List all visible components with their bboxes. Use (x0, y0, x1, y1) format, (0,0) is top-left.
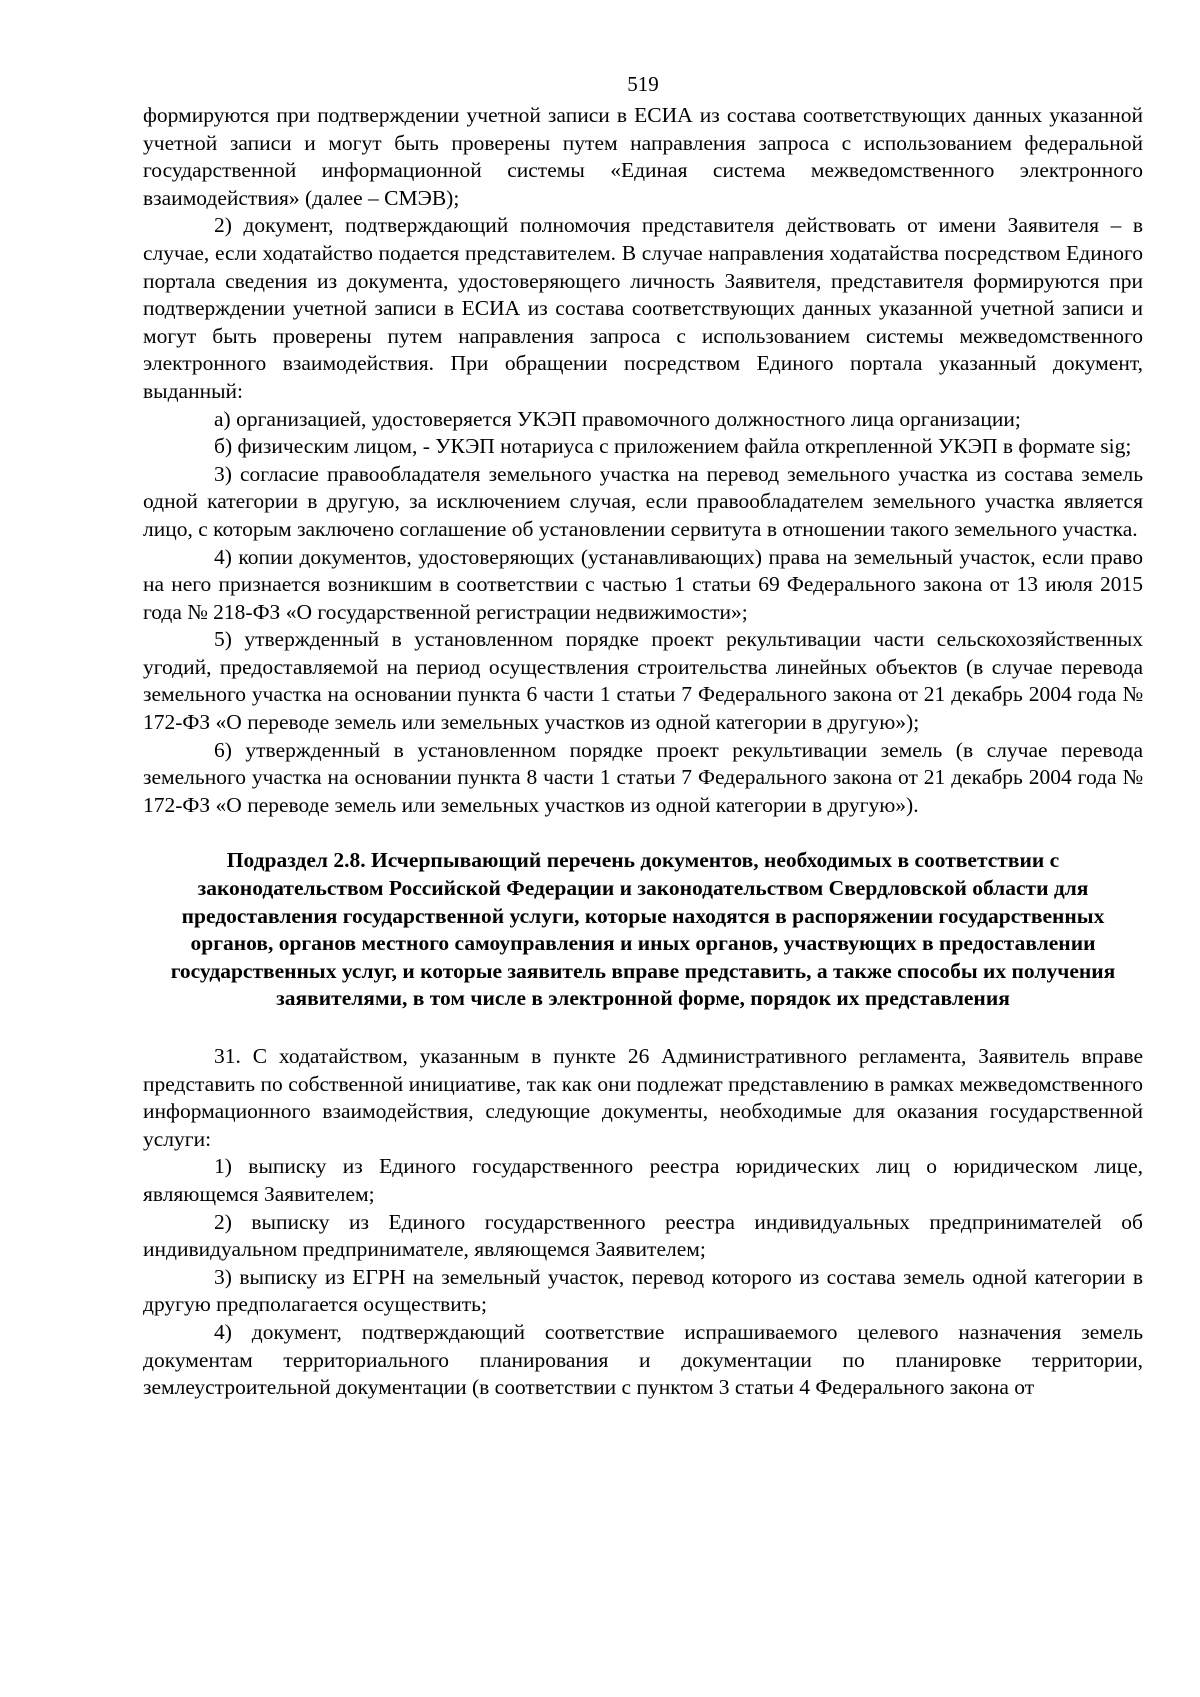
paragraph: 2) выписку из Единого государственного реестра индивидуальных предпринимателей об индивидуальном предпринимателе, являющемся Заявителем; (143, 1209, 1143, 1262)
paragraph: 3) согласие правообладателя земельного участка на перевод земельного участка из состава земель одной категории в другую, за исключением случая, если правообладателем земельного участка является лицо, с которым заключено соглашение об установлении сервитута в отношении такого земельного участка. (143, 461, 1143, 541)
paragraph: 6) утвержденный в установленном порядке проект рекультивации земель (в случае перевода земельного участка на основании пункта 8 части 1 статьи 7 Федерального закона от 21 декабрь 2004 года № 172-ФЗ «О переводе земель или земельных участков из одной категории в другую»). (143, 737, 1143, 817)
paragraph: 5) утвержденный в установленном порядке проект рекультивации части сельскохозяйственных угодий, предоставляемой на период осуществления строительства линейных объектов (в случае перевода земельного участка на основании пункта 6 части 1 статьи 7 Федерального закона от 21 декабрь 2004 года № 172-ФЗ «О переводе земель или земельных участков из одной категории в другую»); (143, 627, 1143, 735)
paragraph: 1) выписку из Единого государственного реестра юридических лиц о юридическом лице, являющемся Заявителем; (143, 1154, 1143, 1206)
paragraph: формируются при подтверждении учетной записи в ЕСИА из состава соответствующих данных указанной учетной записи и могут быть проверены путем направления запроса с использованием федеральной государственной информационной системы «Единая система межведомственного электронного взаимодействия» (далее – СМЭВ); (143, 103, 1143, 210)
paragraph: 2) документ, подтверждающий полномочия представителя действовать от имени Заявителя – в случае, если ходатайство подается представителем. В случае направления ходатайства посредством Единого портала сведения из документа, удостоверяющего личность Заявителя, представителя формируются при подтверждении учетной записи в ЕСИА из состава соответствующих данных указанной учетной записи и могут быть проверены путем направления запроса с использованием системы межведомственного электронного взаимодействия. При обращении посредством Единого портала указанный документ, выданный: (143, 213, 1143, 403)
paragraph: 4) копии документов, удостоверяющих (устанавливающих) права на земельный участок, если право на него признается возникшим в соответствии с частью 1 статьи 69 Федерального закона от 13 июля 2015 года № 218-ФЗ «О государственной регистрации недвижимости»; (143, 544, 1143, 624)
section-before-heading (143, 102, 1143, 819)
paragraph: 31. С ходатайством, указанным в пункте 26 Административного регламента, Заявитель вправе представить по собственной инициативе, так как они подлежат представлению в рамках межведомственного информационного взаимодействия, следующие документы, необходимые для оказания государственной услуги: (143, 1044, 1143, 1151)
section-after-heading (143, 1043, 1143, 1402)
paragraph: а) организацией, удостоверяется УКЭП правомочного должностного лица организации; (214, 406, 1021, 431)
document-page (143, 70, 1143, 1402)
paragraph: б) физическим лицом, - УКЭП нотариуса с приложением файла открепленной УКЭП в формате sig; (214, 434, 1132, 459)
paragraph: 3) выписку из ЕГРН на земельный участок, перевод которого из состава земель одной категории в другую предполагается осуществить; (143, 1264, 1143, 1317)
section-heading: Подраздел 2.8. Исчерпывающий перечень документов, необходимых в соответствии с законодательством Российской Федерации и законодательством Свердловской области для предоставления государственной услуги, которые находятся в распоряжении государственных органов, органов местного самоуправления и иных органов, участвующих в предоставлении государственных услуг, и которые заявитель вправе представить, а также способы их получения заявителями, в том числе в электронной форме, порядок их представления (170, 848, 1116, 1011)
paragraph: 4) документ, подтверждающий соответствие испрашиваемого целевого назначения земель документам территориального планирования и документации по планировке территории, землеустроительной документации (в соответствии с пунктом 3 статьи 4 Федерального закона от (143, 1319, 1143, 1400)
page-number: 519 (627, 72, 659, 96)
